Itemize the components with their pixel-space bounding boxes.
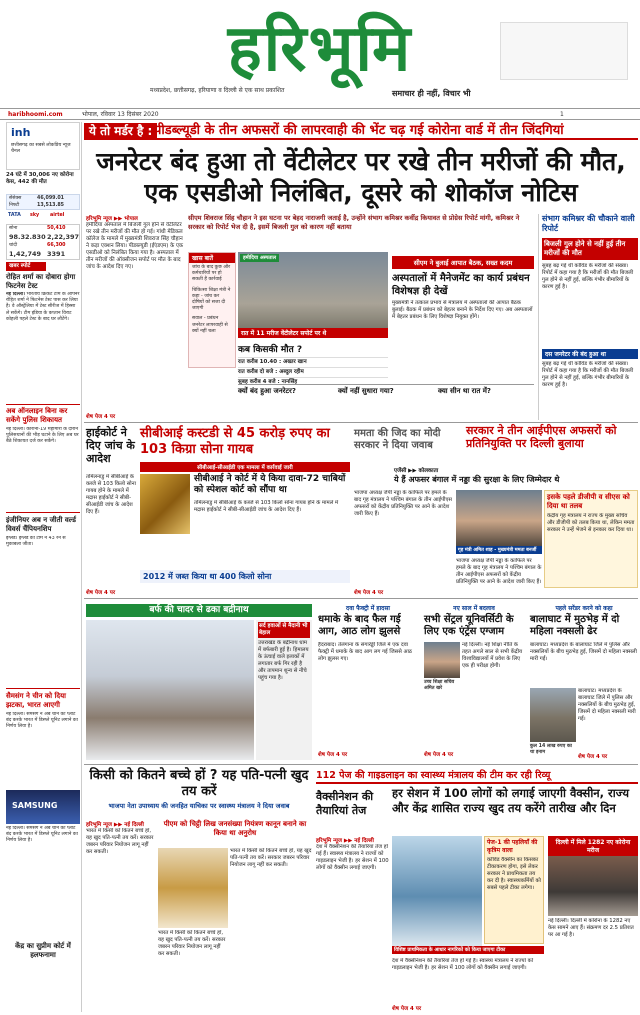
children-headline[interactable]: किसी को कितने बच्चे हों ? यह पति-पत्नी खुद तय करें (89, 768, 309, 799)
divider (6, 404, 80, 405)
dgp-body: केंद्रीय गृह मंत्रालय ने राज्य के मुख्य सचिव और डीजीपी को तलब किया था, लेकिन ममता सरकार ने उन्हें भेजने से इनकार कर दिया था। (547, 513, 635, 533)
mamata-headline[interactable]: ममता की जिद का मोदी सरकार ने दिया जवाब (354, 428, 441, 451)
vaccine-box (484, 836, 544, 944)
silver-value: 66,300 (47, 243, 66, 248)
qa-q2: क्यों नहीं सुधारा गया? (338, 387, 394, 395)
gold-label: सोना (9, 226, 18, 231)
naxal-photo[interactable] (530, 688, 576, 742)
lead-jump[interactable]: शेष पेज 4 पर (86, 414, 116, 420)
vaccine-byline: हरिभूमि न्यूज ▶▶ नई दिल्ली (316, 838, 374, 844)
lead-body (86, 222, 186, 420)
mgmt-headline[interactable]: अस्पतालों में मैनेजमेंट का कार्य प्रबंधन विशेषज्ञ ही देखें (392, 273, 530, 297)
market-box (6, 194, 80, 210)
cases-body: नई दिल्ली। दिल्ली में कोरोना के 1282 नए केस सामने आए हैं। संक्रमण दर 2.5 प्रतिशत पर आ गई है। (548, 918, 634, 938)
blast-jump[interactable]: शेष पेज 4 पर (318, 752, 348, 758)
cm-meeting-tag: सीएम ने बुलाई आपात बैठक, सख्त कदम (392, 256, 534, 269)
ips-body-2: भाजपा अध्यक्ष जेपी नड्डा के काफिले पर हमले के बाद गृह मंत्रालय ने पश्चिम बंगाल के तीन आईपीएस अफसरों को केंद्रीय प्रतिनियुक्ति पर आने के आदेश जारी किए हैं। (456, 558, 542, 585)
key-point-1: जांच के बाद कुछ और कर्मचारियों पर हो सकती है कार्रवाई (192, 265, 231, 283)
cbi-headline[interactable]: सीबीआई कस्टडी से 45 करोड़ रुपए का 103 किग्रा सोना गायब (140, 426, 330, 457)
market-grid (6, 224, 80, 260)
edu-body: नई दिल्ली। नई शिक्षा नीति के तहत अगले साल से सभी केंद्रीय विश्वविद्यालयों में प्रवेश के लिए एक ही परीक्षा होगी। (462, 642, 523, 669)
band-divider (84, 422, 638, 423)
story-rohit-head[interactable]: रोहित शर्मा का दोबारा होगा फिटनेस टेस्ट (6, 273, 76, 290)
sensex-value: 46,099.01 (37, 196, 65, 201)
ips-jump[interactable]: शेष पेज 4 पर (354, 590, 384, 596)
lead-headline[interactable]: जनरेटर बंद हुआ तो वेंटीलेटर पर रखे तीन मरीजों की मौत, एक एसडीओ निलंबित, दूसरे को शोकॉज नोटिस (96, 147, 626, 207)
death-3: सुबह करीब 4 बजे : नानसिंह (238, 377, 388, 387)
snow-side (256, 620, 312, 760)
dgp-head: इसके पहले डीजीपी व सीएस को दिया था तलब (547, 493, 630, 510)
lead-byline: हरिभूमि न्यूज ▶▶ भोपाल (86, 216, 138, 222)
vaccine-body-2: देश में वैक्सीनेशन की तैयारियां तेज हो गई हैं। स्वास्थ्य मंत्रालय ने राज्यों को गाइडलाइन भेजी है। हर सेशन में 100 लोगों को वैक्सीन लगाई जाएगी। (392, 958, 534, 971)
sensex-label: सेंसेक्स (9, 196, 22, 201)
naxal-headline[interactable]: बालाघाट में मुठभेड़ में दो महिला नक्सली ढेर (530, 614, 620, 637)
nifty-value: 13,513.85 (37, 203, 65, 208)
band-divider (84, 764, 638, 765)
dgp-box (544, 490, 638, 588)
market-value-1: 98.32.830 (9, 233, 46, 241)
gold-photo[interactable] (140, 474, 190, 534)
story-engineer-head[interactable]: इंजीनियर अब न जीती वर्ल्ड विवर्स चैंपियनशिप (6, 516, 76, 533)
tata-logo: TATA (8, 213, 21, 218)
band-divider (84, 598, 638, 599)
vaccine-box-head: पेज-1 की पहलियाँ की कृत्रिम वाला (487, 839, 538, 854)
ips-body: भाजपा अध्यक्ष जेपी नड्डा के काफिले पर हमले के बाद गृह मंत्रालय ने पश्चिम बंगाल के तीन आईपीएस अफसरों को केंद्रीय प्रतिनियुक्ति पर आने के आदेश जारी किए हैं। (354, 490, 452, 517)
story-rohit-body (6, 292, 80, 402)
snow-headline[interactable]: बर्फ की चादर से ढका बद्रीनाथ (86, 604, 312, 617)
badrinath-photo[interactable] (86, 620, 254, 760)
blast-headline[interactable]: धमाके के बाद फैल गई आग, आठ लोग झुलसे (318, 614, 401, 637)
sky-logo: sky (30, 213, 40, 218)
samsung-logo: SAMSUNG (12, 801, 58, 810)
commissioner-head[interactable]: बिजली गुल होने से नहीं हुई तीन मरीजों की मौत (542, 238, 638, 260)
top-strip (84, 122, 638, 140)
ips-dateline: एजेंसी ▶▶ कोलकाता (394, 468, 439, 474)
qa-q3: क्या सीन था रात में? (438, 387, 491, 395)
qa-q1: क्यों बंद हुआ जनरेटर? (238, 387, 296, 395)
vaccine-headline[interactable]: हर सेशन में 100 लोगों को लगाई जाएगी वैक्सीन, राज्य और केंद्र शासित राज्य खुद तय करेंगे तारीख और दिन (392, 786, 629, 815)
mgmt-body: मुख्यमंत्री ने तत्काल प्रभाव से मंत्रालय में अस्पतालों की आपात बैठक बुलाई। बैठक में प्रबंधन को बेहतर बनाने के निर्देश दिए गए। अब अस्पतालों में बेहतर प्रबंधन के लिए विशेषज्ञ नियुक्त होंगे। (392, 300, 533, 320)
vaccine-body: देश में वैक्सीनेशन की तैयारियां तेज हो गई हैं। स्वास्थ्य मंत्रालय ने राज्यों को गाइडलाइन भेजी है। हर सेशन में 100 लोगों को वैक्सीन लगाई जाएगी। (316, 844, 389, 871)
inh-logo: inh (11, 126, 31, 139)
vaccine-left-head[interactable]: वैक्सीनेशन की तैयारियां तेज (316, 790, 374, 817)
masthead (0, 0, 640, 108)
strip-headline[interactable]: पीडब्ल्यूडी के तीन अफसरों की लापरवाही की भेंट चढ़ गई कोरोना वार्ड में तीन जिंदगियां (154, 123, 564, 138)
children-body: भारत में किसी को कितने बच्चे हों, यह खुद पति-पत्नी तय करें। सरकार जबरन परिवार नियोजन लागू नहीं कर सकती। (86, 828, 154, 855)
vaccine-photo[interactable] (392, 836, 482, 946)
cbi-sub: सीबीआई ने कोर्ट में ये किया दावा-72 चाबियों को स्पेशल कोर्ट को सौंपा था (194, 474, 346, 495)
blast-tag: दवा फैक्ट्री में हादसा (346, 605, 390, 612)
key-point-3: सवाल - प्रबंधन जनरेटर लापरवाही से क्यों नहीं चला (192, 316, 228, 334)
vaccine-strip (316, 768, 638, 784)
story-samsung-head[interactable]: सैमसंग ने चीन को दिया झटका, भारत आएगी (6, 692, 66, 709)
ear-panel (500, 22, 628, 80)
naxal-jump[interactable]: शेष पेज 4 पर (578, 754, 608, 760)
death-2: रात करीब दो बजे : अब्दुल रहीम (238, 367, 388, 377)
logo-tagline: मध्यप्रदेश, छत्तीसगढ़, हरियाणा व दिल्ली से एक साथ प्रकाशित (150, 87, 285, 94)
inh-text: छत्तीसगढ़ का सबसे लोकप्रिय न्यूज चैनल (11, 143, 71, 155)
amit-khare-photo[interactable] (424, 642, 460, 678)
dateline-bar (0, 108, 640, 120)
cbi-jump[interactable]: शेष पेज 4 पर (86, 590, 116, 596)
cbi-body: तमिलनाडु में सीबीआई के कब्जे से 103 किलो सोना गायब होने के मामले में मद्रास हाईकोर्ट ने सीबी-सीआईडी जांच के आदेश दिए हैं। (86, 474, 136, 515)
market-value-3: 1,42,749 (9, 250, 42, 258)
story-police-body: नई दिल्ली। कोरोना-19 महामारी के दौरान पुलिसथानों की भीड़ घटाने के लिए अब घर बैठे शिकायत दर्ज कर सकेंगे। (6, 427, 79, 445)
commissioner-body: सुबह बढ़ गई थी कोविड के मरीजों की संख्या। रिपोर्ट में कहा गया है कि मरीजों की मौत बिजली गुल होने से नहीं हुई, बल्कि गंभीर बीमारियों के कारण हुई है। (542, 263, 634, 290)
naxal-body-2: बालाघाट। मध्यप्रदेश के बालाघाट जिले में पुलिस और नक्सलियों के बीच मुठभेड़ हुई, जिसमें दो महिला नक्सली मारी गईं। (578, 688, 636, 722)
story-samsung-more: नई दिल्ली। सैमसंग ने अब चीन का प्लांट बंद करके भारत में डिस्प्ले यूनिट लगाने का निर्णय लिया है। (6, 826, 78, 844)
vaccine-jump[interactable]: शेष पेज 4 पर (392, 1006, 422, 1012)
qa-row (238, 384, 534, 418)
edu-tag: नए साल में बदलाव (453, 605, 495, 612)
divider (6, 512, 80, 513)
children-body-2: भारत में किसी को कितने बच्चे हों, यह खुद पति-पत्नी तय करें। सरकार जबरन परिवार नियोजन लागू नहीं कर सकती। (230, 848, 312, 868)
page-label: 1 (560, 111, 564, 118)
sports-tag: खबर स्पोर्ट (6, 262, 46, 271)
hospital-photo-caption: रात में 11 मरीज वेंटीलेटर सपोर्ट पर थे (238, 328, 388, 338)
cbi-sub-body: तमिलनाडु में सीबीआई के कब्जे से 103 किलो सोना गायब होने के मामले में मद्रास हाईकोर्ट ने सीबी-सीआईडी जांच के आदेश दिए हैं। (194, 500, 339, 513)
nifty-label: निफ्टी (9, 203, 20, 208)
story-engineer-body: इंग्लैंड। इंग्लैंड की टीम ने 43 रन से मुकाबला जीता। (6, 536, 66, 548)
covid-brief: 24 घंटे में 30,006 नए कोरोना केस, 442 की मौत (6, 172, 74, 185)
generator-body: सुबह बढ़ गई थी कोविड के मरीजों की संख्या। रिपोर्ट में कहा गया है कि मरीजों की मौत बिजली गुल होने से नहीं हुई, बल्कि गंभीर बीमारियों के कारण हुई है। (542, 361, 634, 388)
divider (6, 688, 80, 689)
key-points-title: खास बातें (189, 253, 235, 263)
edu-caption: उच्च शिक्षा सचिव अमित खरे (424, 680, 455, 692)
cases-headline[interactable]: दिल्ली में मिले 1282 नए कोरोना मरीज (548, 836, 638, 856)
generator-head: दस जनरेटर की बंद हुआ था (542, 349, 638, 359)
left-column (6, 122, 82, 1012)
deaths-title: कब किसकी मौत ? (238, 345, 303, 355)
children-box: पीएम को चिट्ठी लिख जनसंख्या नियंत्रण कानून बनाने का किया था अनुरोध (163, 820, 307, 837)
ips-photo-caption: गृह मंत्री अमित शाह - मुख्यमंत्री ममता बनर्जी (456, 546, 542, 554)
blast-body: हैदराबाद। तेलंगाना के संगारेड्डी जिले में एक दवा फैक्ट्री में धमाके के बाद आग लग गई जिससे आठ लोग झुलस गए। (318, 642, 412, 662)
logo-slogan: समाचार ही नहीं, विचार भी (392, 89, 471, 98)
lead-body-text: हमीदिया अस्पताल में बिजली गुल होने से वेंटीलेटर पर रखे तीन मरीजों की मौत हो गई। गांधी मेडिकल कॉलेज के मामले में मुख्यमंत्री शिवराज सिंह चौहान ने कड़ा एक्शन लिया। पीडब्ल्यूडी (ईएंडएम) के एक एसडीओ को निलंबित किया गया है। अस्पताल में तीन मरीजों की ऑक्सीजन सपोर्ट पर मौत के बाद जांच के आदेश दिए गए। (86, 222, 184, 270)
story-samsung-body: नई दिल्ली। सैमसंग ने अब चीन का प्लांट बंद करके भारत में डिस्प्ले यूनिट लगाने का निर्णय लिया है। (6, 712, 78, 730)
market-value-2: 2,22,397 (47, 233, 80, 241)
story-rohit-text: भारतीय क्रिकेट टीम के ओपनर रोहित शर्मा ने फिटनेस टेस्ट पास कर लिया है। वे ऑस्ट्रेलिया में टेस्ट सीरीज में हिस्सा ले सकेंगे। टीम इंडिया के कप्तान विराट कोहली पहले टेस्ट के बाद घर लौटेंगे। (6, 292, 80, 322)
cases-photo[interactable] (548, 856, 638, 916)
vaccine-strip-text[interactable]: 112 पेज की गाइडलाइन का स्वास्थ्य मंत्रालय की टीम कर रही रिव्यू (316, 770, 551, 781)
strip-tag: ये तो मर्डर है : (84, 123, 157, 139)
newspaper-logo[interactable]: हरिभूमि (227, 11, 413, 86)
silver-label: चांदी (9, 243, 18, 248)
cbi-2012: 2012 में जब्त किया था 400 किलो सोना (140, 570, 350, 583)
family-photo[interactable] (158, 848, 228, 928)
children-sub: भाजपा नेता उपाध्याय की जनहित याचिका पर स्वास्थ्य मंत्रालय ने दिया जवाब (108, 802, 290, 810)
airtel-logo: airtel (50, 213, 65, 218)
tv-logos (6, 212, 80, 222)
commissioner-tag: संभाग कमिश्नर की चौकाने वाली रिपोर्ट (542, 214, 635, 233)
hc-headline[interactable]: हाईकोर्ट ने दिए जांच के आदेश (86, 426, 135, 465)
story-rohit-dateline: नई दिल्ली। (6, 292, 25, 297)
gold-value: 50,410 (47, 226, 66, 231)
edition-date: भोपाल, रविवार 13 दिसंबर 2020 (82, 111, 159, 118)
snow-caption: सर्द हवाओं से मैदानी भी बेहाल (258, 622, 310, 638)
story-police-head[interactable]: अब ऑनलाइन बिना कर सकेंगे पुलिस शिकायत (6, 407, 68, 424)
inh-ad[interactable] (6, 122, 80, 170)
naxal-tag: पहले सरेंडर करने को कहा (555, 605, 613, 612)
edu-jump[interactable]: शेष पेज 4 पर (424, 752, 454, 758)
story-court-head[interactable]: केंद्र का सुप्रीम कोर्ट में हलफनामा (15, 942, 71, 959)
ips-headline[interactable]: सरकार ने तीन आईपीएस अफसरों को प्रतिनियुक्ति पर दिल्ली बुलाया (466, 424, 617, 450)
naxal-body: बालाघाट। मध्यप्रदेश के बालाघाट जिले में पुलिस और नक्सलियों के बीच मुठभेड़ हुई, जिसमें दो महिला नक्सली मारी गईं। (530, 642, 637, 662)
commissioner-column (538, 214, 638, 420)
hospital-photo[interactable] (238, 252, 388, 338)
edu-headline[interactable]: सभी सेंट्रल यूनिवर्सिटी के लिए एक एंट्रेंस एग्जाम (424, 614, 514, 637)
death-1: रात करीब 10.40 : अख्तर खान (238, 357, 388, 367)
children-byline: हरिभूमि न्यूज ▶▶ नई दिल्ली (86, 822, 144, 828)
ips-sub: ये हैं अफसर बंगाल में नड्डा की सुरक्षा के लिए जिम्मेदार थे (394, 475, 560, 484)
snow-body: उत्तराखंड के बद्रीनाथ धाम में बर्फबारी हुई है। हिमालय के ऊंचाई वाले इलाकों में लगातार बर्फ गिर रही है और तापमान शून्य से नीचे पहुंच गया है। (258, 640, 309, 681)
market-value-4: 3391 (47, 250, 66, 258)
lead-intro: सीएम शिवराज सिंह चौहान ने इस घटना पर बेहद नाराजगी जताई है, उन्होंने संभाग कमिश्नर कवींद्र कियावत से प्रोग्रेस रिपोर्ट मांगी, कमिश्नर ने सरकार को रिपोर्ट भेज दी है, इसमें बिजली गुल को कारण नहीं बताया (188, 214, 520, 231)
hospital-photo-tag: हमीदिया अस्पताल (240, 254, 279, 262)
site-link[interactable]: haribhoomi.com (8, 111, 63, 118)
cbi-tag: सीबीआई-सीआईडी एक मामला में कार्रवाई जारी (140, 462, 350, 472)
samsung-photo (6, 790, 80, 824)
naxal-caption: कुल 14 लाख रुपए का था इनाम (530, 744, 572, 756)
key-points-box (188, 252, 236, 368)
key-point-2: चिकित्सा शिक्षा मंत्री ने कहा - जांच कर दोषियों को सजा दी जाएगी (192, 287, 231, 312)
children-body-3: भारत में किसी को कितने बच्चे हों, यह खुद पति-पत्नी तय करें। सरकार जबरन परिवार नियोजन लागू नहीं कर सकती। (158, 930, 226, 957)
vaccine-box-body: कोविड वैक्सीन का किसका टीकाकरण होगा, इसे लेकर सरकार ने प्राथमिकता तय कर दी है। स्वास्थ्यकर्मियों को सबसे पहले टीका लगेगा। (487, 857, 541, 891)
vaccine-caption: विशिष्ट प्राथमिकता के आधार नागरिकों को किया जाएगा टीका (392, 946, 544, 954)
